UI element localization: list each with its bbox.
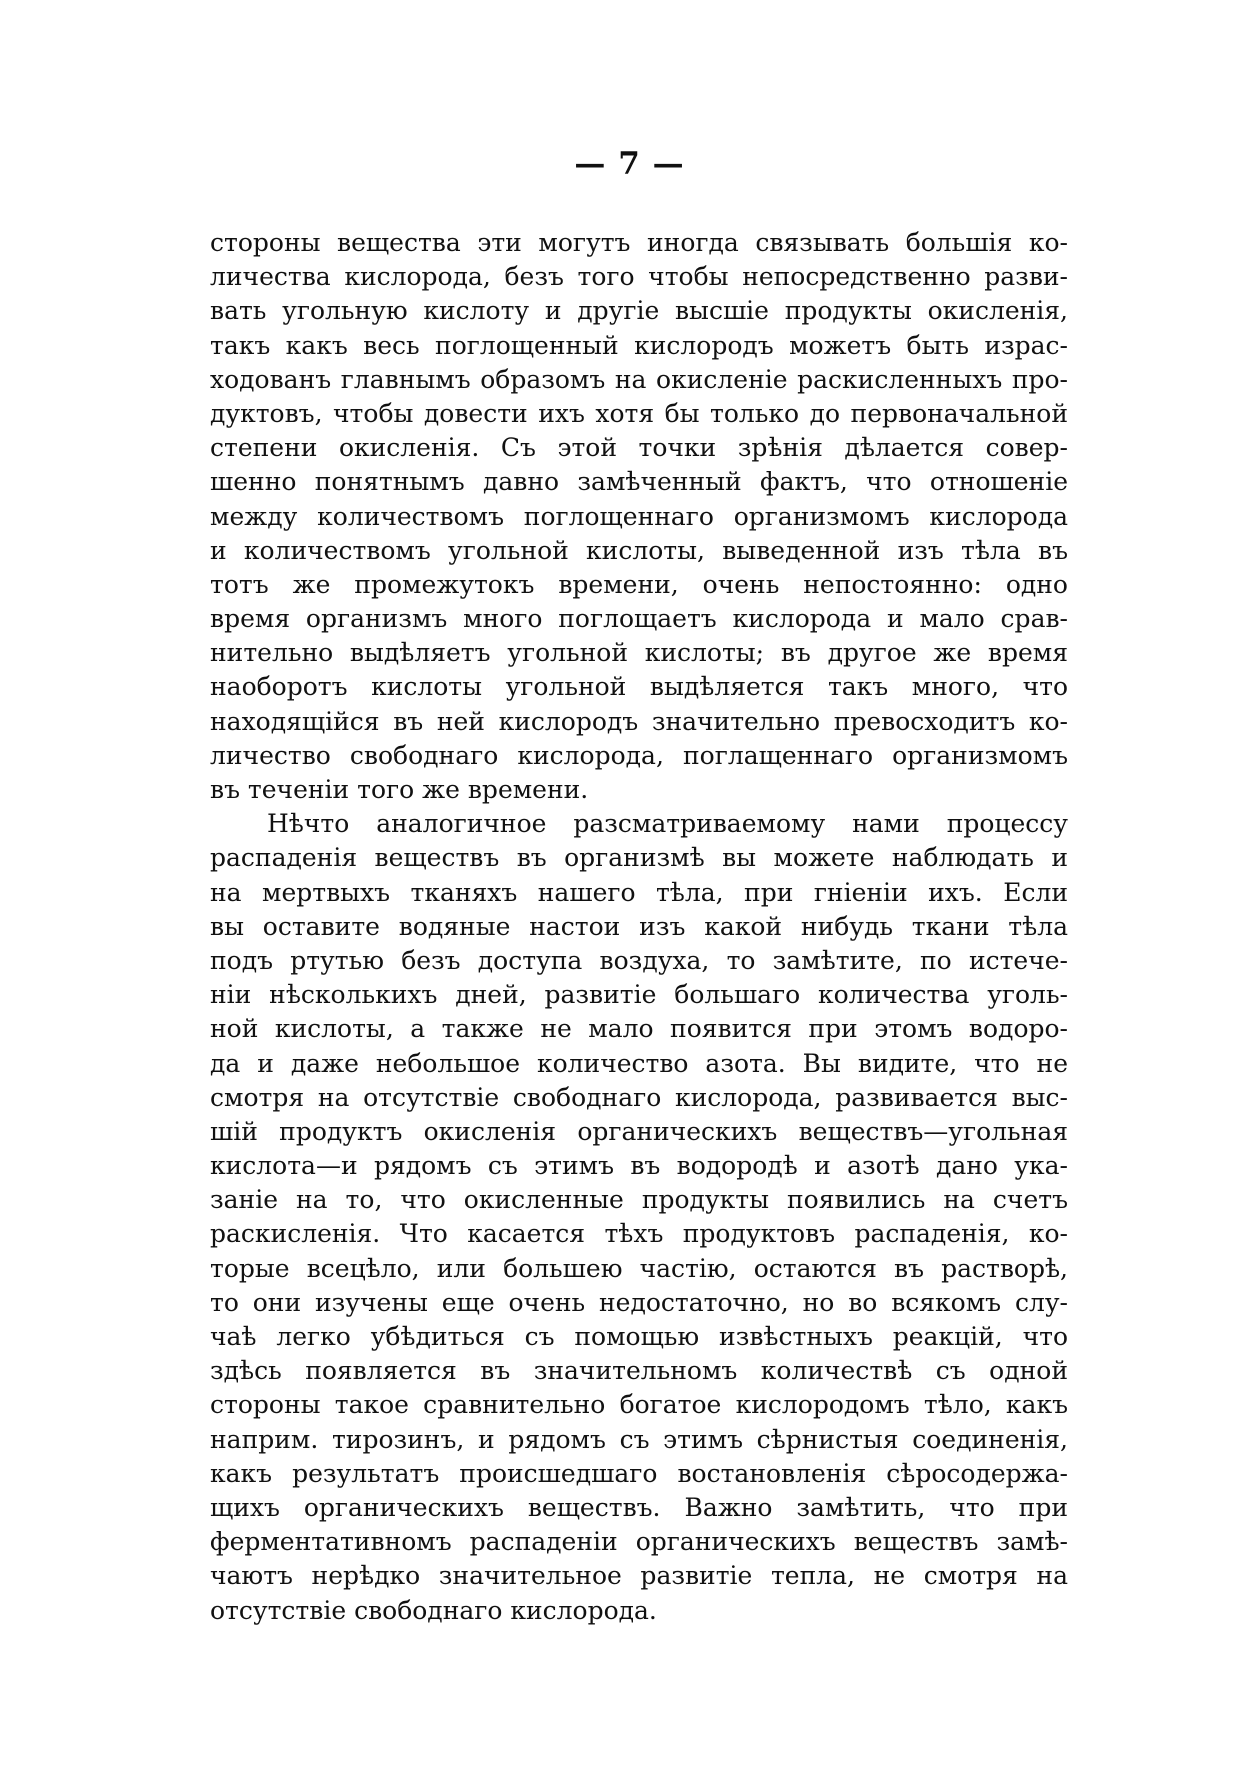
text-line: заніе на то, что окисленные продукты появились на счетъ	[210, 1185, 1068, 1215]
text-line: тотъ же промежутокъ времени, очень непостоянно: одно	[210, 569, 1068, 599]
text-line: шенно понятнымъ давно замѣченный фактъ, что отношеніе	[210, 467, 1068, 497]
text-line: между количествомъ поглощеннаго организмомъ кислорода	[210, 501, 1068, 531]
text-line: подъ ртутью безъ доступа воздуха, то замѣтите, по истече-	[210, 945, 1068, 975]
text-line: кислота—и рядомъ съ этимъ въ водородѣ и азотѣ дано ука-	[210, 1151, 1068, 1181]
text-line: наоборотъ кислоты угольной выдѣляется такъ много, что	[210, 672, 1068, 702]
text-line: дуктовъ, чтобы довести ихъ хотя бы только до первоначальной	[210, 398, 1068, 428]
text-line: ніи нѣсколькихъ дней, развитіе большаго количества уголь-	[210, 980, 1068, 1010]
text-line: торые всецѣло, или большею частію, остаются въ растворѣ,	[210, 1253, 1068, 1283]
text-line: нительно выдѣляетъ угольной кислоты; въ другое же время	[210, 638, 1068, 668]
text-line: раскисленія. Что касается тѣхъ продуктовъ распаденія, ко-	[210, 1219, 1068, 1249]
text-line: въ теченіи того же времени.	[210, 775, 589, 804]
text-line: Нѣчто аналогичное разсматриваемому нами процессу	[267, 809, 1068, 839]
body-text	[210, 226, 1068, 1628]
text-line: такъ какъ весь поглощенный кислородъ можетъ быть израс-	[210, 330, 1068, 360]
text-line: щихъ органическихъ веществъ. Важно замѣтить, что при	[210, 1492, 1068, 1522]
text-line: личества кислорода, безъ того чтобы непосредственно разви-	[210, 262, 1068, 292]
text-line: время организмъ много поглощаетъ кислорода и мало срав-	[210, 604, 1068, 634]
text-line: чаѣ легко убѣдиться съ помощью извѣстныхъ реакцій, что	[210, 1322, 1068, 1351]
text-line: на мертвыхъ тканяхъ нашего тѣла, при гніеніи ихъ. Если	[210, 877, 1068, 907]
text-line: отсутствіе свободнаго кислорода.	[210, 1595, 657, 1625]
text-line: наприм. тирозинъ, и рядомъ съ этимъ сѣрнистыя соединенія,	[210, 1424, 1068, 1454]
text-line: да и даже небольшое количество азота. Вы видите, что не	[210, 1048, 1068, 1078]
text-line: смотря на отсутствіе свободнаго кислорода, развивается выс-	[210, 1082, 1068, 1112]
text-line: вы оставите водяные настои изъ какой нибудь ткани тѣла	[210, 911, 1068, 941]
paragraph-1	[210, 226, 1068, 807]
text-line: распаденія веществъ въ организмѣ вы можете наблюдать и	[210, 843, 1068, 873]
page-number: — 7 —	[574, 146, 685, 182]
text-line: ной кислоты, а также не мало появится при этомъ водоро-	[210, 1014, 1068, 1044]
text-line: шій продуктъ окисленія органическихъ веществъ—угольная	[210, 1116, 1068, 1146]
text-line: здѣсь появляется въ значительномъ количествѣ съ одной	[210, 1356, 1068, 1386]
text-line: вать угольную кислоту и другіе высшіе продукты окисленія,	[210, 296, 1068, 326]
paragraph-2	[210, 807, 1068, 1628]
text-line: степени окисленія. Съ этой точки зрѣнія дѣлается совер-	[210, 433, 1068, 463]
text-line: стороны такое сравнительно богатое кислородомъ тѣло, какъ	[210, 1390, 1068, 1420]
text-line: то они изучены еще очень недостаточно, но во всякомъ слу-	[210, 1287, 1068, 1317]
text-line: находящійся въ ней кислородъ значительно превосходитъ ко-	[210, 706, 1068, 736]
text-line: чаютъ нерѣдко значительное развитіе тепла, не смотря на	[210, 1561, 1068, 1591]
text-line: стороны вещества эти могутъ иногда связывать большія ко-	[210, 228, 1068, 257]
text-line: и количествомъ угольной кислоты, выведенной изъ тѣла въ	[210, 535, 1068, 565]
text-line: ферментативномъ распаденіи органическихъ веществъ замѣ-	[210, 1527, 1068, 1557]
text-line: личество свободнаго кислорода, поглащеннаго организмомъ	[210, 740, 1068, 770]
text-line: ходованъ главнымъ образомъ на окисленіе раскисленныхъ про-	[210, 364, 1068, 394]
text-line: какъ результатъ происшедшаго востановленія сѣросодержа-	[210, 1458, 1068, 1488]
